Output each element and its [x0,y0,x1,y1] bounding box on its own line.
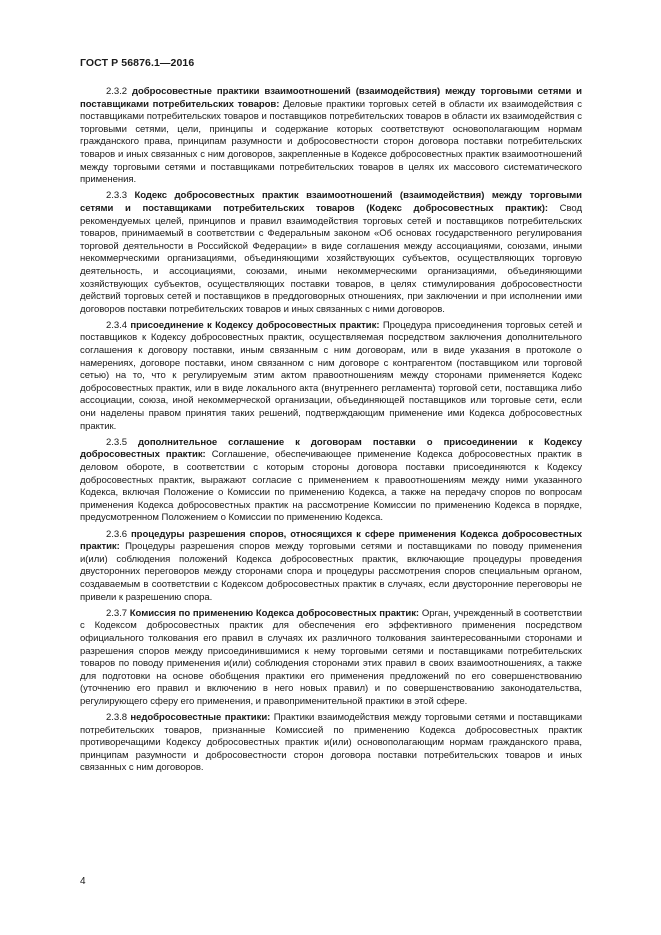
clause-term: Комиссия по применению Кодекса добросовестных практик: [129,607,420,619]
clause-number: 2.3.4 [106,319,127,331]
clause-term: процедуры разрешения споров, относящихся к сфере применения Кодекса добросовестных практик: [80,528,582,553]
clause-2-3-5 [80,437,582,525]
clause-term: добросовестные практики взаимоотношений (взаимодействия) между торговыми сетями и поставщиками потребительских товаров: [80,86,582,110]
clause-number: 2.3.5 [106,436,127,448]
clause-term: Кодекс добросовестных практик взаимоотношений (взаимодействия) между торговыми сетями и поставщиками потребительских товаров (Кодекс добросовестных практик): [80,190,582,214]
clause-number: 2.3.6 [106,528,127,540]
clause-number: 2.3.3 [106,190,127,202]
document-header: ГОСТ Р 56876.1—2016 [80,57,195,69]
definitions-section [80,86,582,779]
page-number: 4 [80,876,86,887]
clause-2-3-2 [80,86,582,187]
clause-text: Соглашение, обеспечивающее применение Кодекса добросовестных практик в деловом обороте, в соответствии с которым стороны договора поставки присоединяются к Кодексу добросовестных практик, выражают согласие с применением к правоотношениям между ними указанного Кодекса, включая Положение о Комиссии по применению Кодекса, а также на передачу споров по вопросам применения Кодекса добросовестных практик на рассмотрение Комиссии по применению Кодекса в порядке, предусмотренном Положением о Комиссии по применению Кодекса. [80,449,582,524]
clause-2-3-8 [80,712,582,775]
clause-text: Свод рекомендуемых целей, принципов и правил взаимодействия торговых сетей и поставщиков потребительских товаров, принимаемый в соответствии с Федеральным законом «Об основах государственного регулирования торговой деятельности в Российской Федерации» в виде соглашения между ассоциациями, союзами, иными некоммерческими организациями, объединяющими хозяйствующих субъектов, осуществляющих торговую деятельность, и ассоциациями, союзами, иными некоммерческими организациями, объединяющими хозяйствующих субъектов, осуществляющих поставки товаров, в целях стимулирования добросовестности действий торговых сетей и поставщиков в преддоговорных отношениях, при заключении и при исполнении ими договоров поставки потребительских товаров и иных связанных с ними договоров. [80,202,582,315]
clause-text: Орган, учрежденный в соответствии с Кодексом добросовестных практик для обеспечения его эффективного применения посредством официального толкования его правил в случаях их различного толкования заинтересованными сторонами и разрешения споров между присоединившимися к нему торговыми сетями и поставщиками потребительских товаров по поводу применения и(или) соблюдения сторонами этих правил в своих взаимоотношениях, а также для подготовки на основе обобщения практики его применения предложений по его совершенствованию (уточнению его правил и включению в него новых правил) и по совершенствованию законодательства, регулирующего сферу его применения, и правоприменительной практики в этой сфере. [80,607,583,707]
clause-2-3-3 [80,190,582,316]
clause-2-3-6 [80,529,582,605]
clause-text: Процедура присоединения торговых сетей и поставщиков к Кодексу добросовестных практик, осуществляемая посредством заключения дополнительного соглашения к договору поставки, иным связанным с ним договорам, или в виде указания в протоколе о намерениях, договоре поставки, ином связанном с ним договоре с контрагентом (поставщиком или торговой сетью) на то, что к регулируемым этим актом правоотношениям между сторонами применяется Кодекс добросовестных практик, или в виде локального акта (внутреннего регламента) торговой сети, поставщика либо ассоциации, союза, иной некоммерческой организации, объединяющей поставщиков или торговые сети, если они наделены правом принятия таких решений, подтверждающим применение ими Кодекса добросовестных практик. [80,319,582,432]
clause-text: Процедуры разрешения споров между торговыми сетями и поставщиками по поводу применения и(или) соблюдения положений Кодекса добросовестных практик, включающие процедуры проведения двусторонних переговоров между сторонами спора и процедуры рассмотрения споров специальным органом, создаваемым в соответствии с Кодексом добросовестных практик в случаях, если двусторонние переговоры не привели к разрешению спора. [80,541,582,603]
clause-term: недобросовестные практики: [130,712,271,724]
clause-2-3-7 [80,608,582,709]
clause-term: присоединение к Кодексу добросовестных практик: [130,319,380,331]
clause-number: 2.3.8 [106,712,127,724]
clause-number: 2.3.2 [106,86,127,97]
clause-number: 2.3.7 [106,607,127,619]
clause-term: дополнительное соглашение к договорам поставки о присоединении к Кодексу добросовестных практик: [80,436,582,461]
clause-text: Деловые практики торговых сетей в области их взаимодействия с поставщиками потребительских товаров и поставщиков потребительских товаров в области их взаимодействия с торговыми сетями, цели, принципы и содержание которых соответствуют основополагающим нормам гражданского права, принципам разумности и добросовестности сторон договора поставки потребительских товаров и иных связанных с ним договоров, закрепленные в Кодексе добросовестных практик взаимоотношений между торговыми сетями и поставщиками потребительских товаров в целях их массового систематического применения. [80,98,582,186]
clause-text: Практики взаимодействия между торговыми сетями и поставщиками потребительских товаров, признанные Комиссией по применению Кодекса добросовестных практик противоречащими Кодексу добросовестных практик и(или) основополагающим нормам гражданского права, принципам разумности и добросовестности сторон договора поставки потребительских товаров и иных связанных с ним договоров. [80,712,583,774]
clause-2-3-4 [80,320,582,433]
